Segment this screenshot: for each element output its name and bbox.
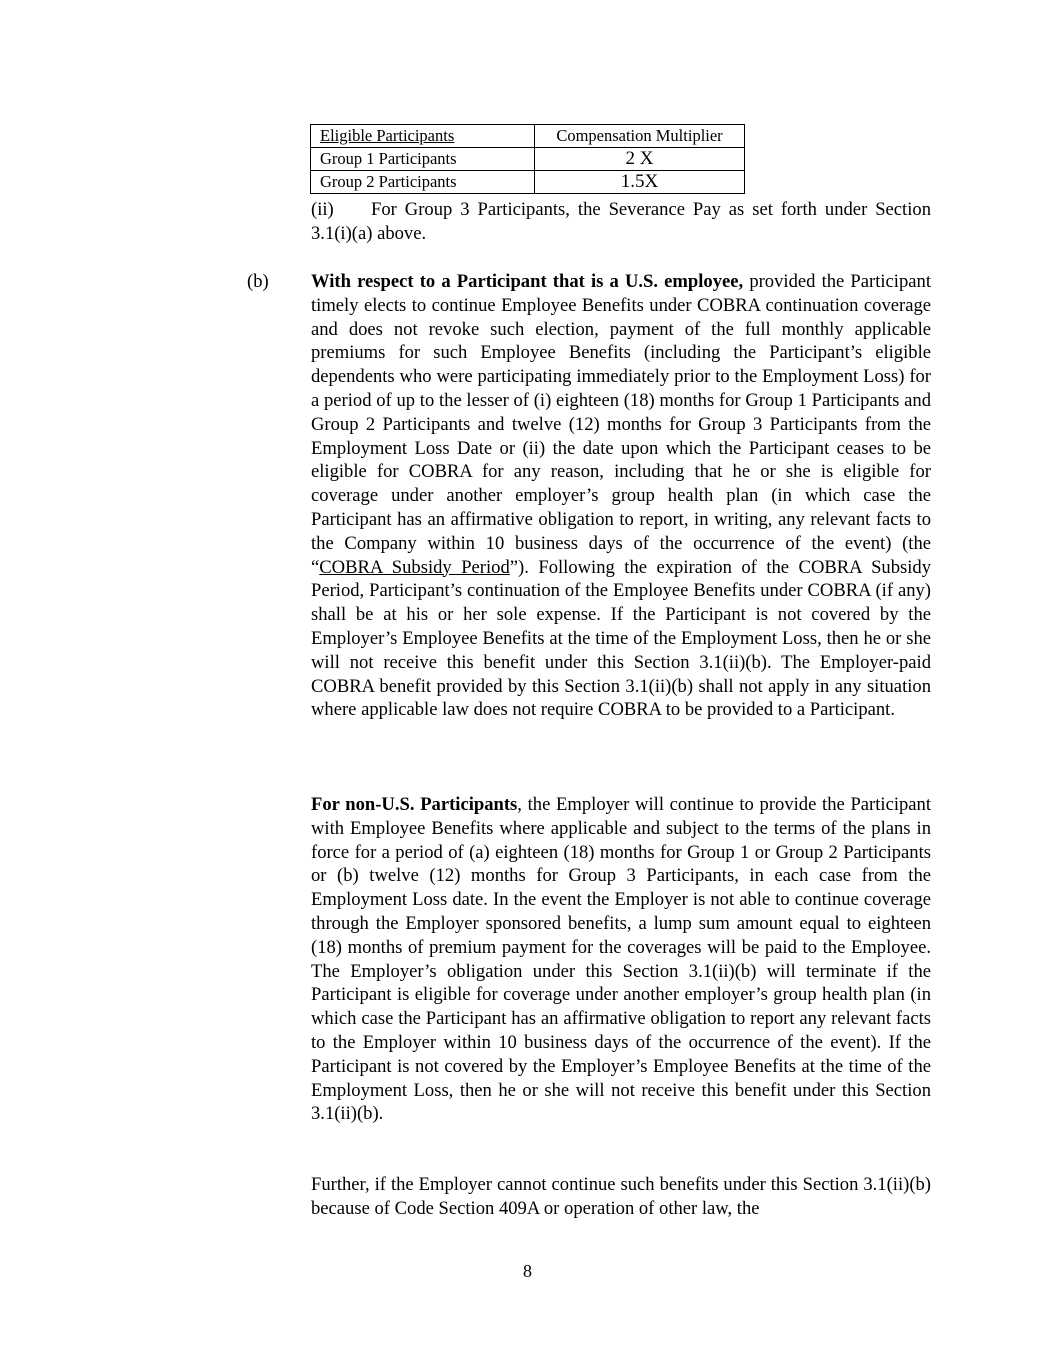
paragraph-b-text-1: provided the Participant timely elects to continue Employee Benefits under COBRA continuation coverage and does not revoke such election, payment of the full monthly applicable premiums for such Employee Benefits (including the Participant’s eligible dependents who were participating immediately prior to the Employment Loss) for a period of up to the lesser of (i) eighteen (18) months for Group 1 Participants and Group 2 Participants and twelve (12) months for Group 3 Participants from the Employment Loss Date or (ii) the date upon which the Participant ceases to be eligible for COBRA for any reason, including that he or she is eligible for coverage under another employer’s group health plan (in which case the Participant has an affirmative obligation to report, in writing, any relevant facts to the Company within 10 business days of the occurrence of the event) (the “ <box>311 271 931 578</box>
paragraph-non-us <box>311 793 931 1126</box>
table-cell-multiplier: 1.5X <box>535 171 745 194</box>
compensation-multiplier-table <box>310 124 745 194</box>
table-row <box>311 148 745 171</box>
table-cell-multiplier: 2 X <box>535 148 745 171</box>
paragraph-b-text-2: ”). Following the expiration of the COBRA Subsidy Period, Participant’s continuation of the Employee Benefits under COBRA (if any) shall be at his or her sole expense. If the Participant is not covered by the Employer’s Employee Benefits at the time of the Employment Loss, then he or she will not receive this benefit under this Section 3.1(ii)(b). The Employer-paid COBRA benefit provided by this Section 3.1(ii)(b) shall not apply in any situation where applicable law does not require COBRA to be provided to a Participant. <box>311 556 932 721</box>
paragraph-ii <box>311 198 931 246</box>
paragraph-non-us-bold-lead: For non-U.S. Participants <box>311 794 518 815</box>
paragraph-further-text: Further, if the Employer cannot continue such benefits under this Section 3.1(ii)(b) because of Code Section 409A or operation of other law, the <box>311 1174 931 1219</box>
paragraph-non-us-text: , the Employer will continue to provide the Participant with Employee Benefits where applicable and subject to the terms of the plans in force for a period of (a) eighteen (18) months for Group 1 or Group 2 Participants or (b) twelve (12) months for Group 3 Participants, in each case from the Employment Loss date. In the event the Employer is not able to continue coverage through the Employer sponsored benefits, a lump sum amount equal to eighteen (18) months of premium payment for the coverages will be paid to the Employee. The Employer’s obligation under this Section 3.1(ii)(b) will terminate if the Participant is eligible for coverage under another employer’s group health plan (in which case the Participant has an affirmative obligation to report any relevant facts to the Employer within 10 business days of the occurrence of the event). If the Participant is not covered by the Employer’s Employee Benefits at the time of the Employment Loss, then he or she will not receive this benefit under this Section 3.1(ii)(b). <box>311 794 931 1125</box>
table-row <box>311 171 745 194</box>
table-header-row <box>311 125 745 148</box>
paragraph-ii-marker: (ii) <box>311 199 334 220</box>
table-cell-group: Group 1 Participants <box>311 148 535 171</box>
table-header-compensation-multiplier: Compensation Multiplier <box>535 125 745 148</box>
defined-term-cobra-subsidy-period: COBRA Subsidy Period <box>319 556 510 578</box>
page-number: 8 <box>523 1261 532 1281</box>
paragraph-ii-text: For Group 3 Participants, the Severance Pay as set forth under Section 3.1(i)(a) above. <box>311 199 931 244</box>
paragraph-b <box>311 270 931 722</box>
table-cell-group: Group 2 Participants <box>311 171 535 194</box>
paragraph-b-marker: (b) <box>247 271 269 292</box>
table-header-eligible-participants: Eligible Participants <box>311 125 535 148</box>
paragraph-b-bold-lead: With respect to a Participant that is a U.S. employee, <box>311 271 744 292</box>
paragraph-further <box>311 1173 931 1221</box>
